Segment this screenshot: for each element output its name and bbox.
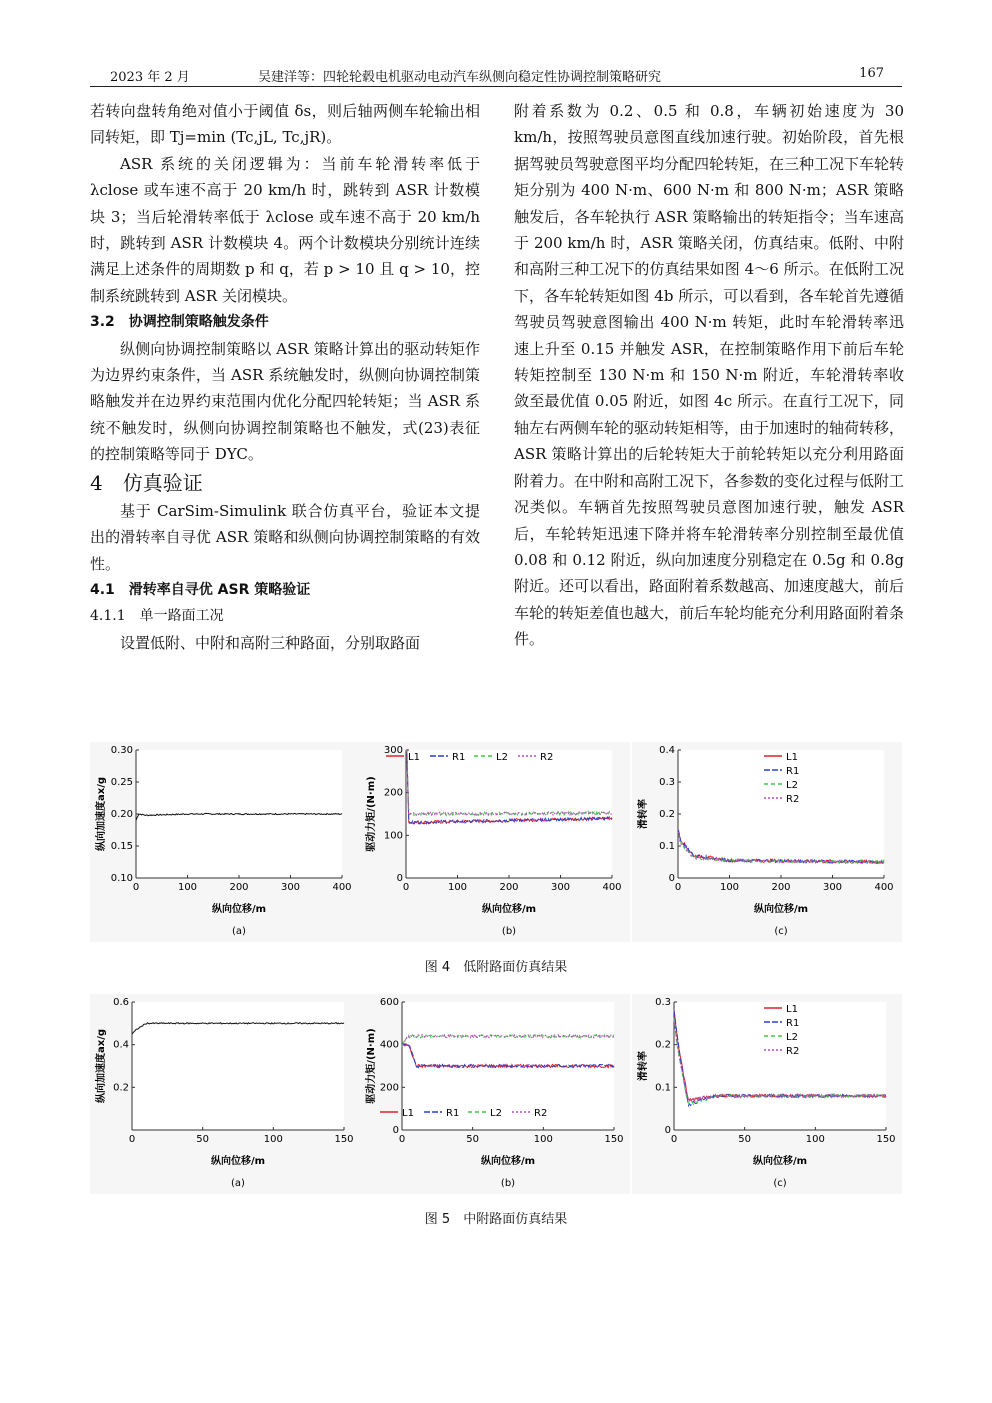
legend-label: L2: [786, 1032, 798, 1043]
x-tick-label: 0: [128, 1134, 136, 1145]
x-axis-label: 纵向位移/m: [752, 1156, 808, 1167]
x-tick-label: 300: [280, 882, 301, 893]
y-tick-label: 100: [383, 830, 403, 842]
y-tick-label: 0.2: [655, 1039, 671, 1051]
legend-label: L2: [490, 1108, 502, 1119]
y-tick-label: 0: [668, 873, 675, 884]
legend-label: L1: [786, 1004, 798, 1015]
paragraph: 若转向盘转角绝对值小于阈值 δs，则后轴两侧车轮输出相同转矩，即 Tj=min (Tc,jL, Tc,jR)。: [90, 102, 480, 147]
panel-label: (a): [231, 1178, 245, 1189]
y-tick-label: 0: [664, 1125, 671, 1136]
y-tick-label: 0.6: [113, 997, 129, 1008]
chart-5b: [360, 994, 630, 1194]
chart-5c: [632, 994, 902, 1194]
x-tick-label: 0: [132, 882, 140, 893]
x-tick-label: 0: [674, 882, 682, 893]
section-heading: 3.2 协调控制策略触发条件: [90, 314, 269, 331]
panel-label: (b): [500, 1178, 516, 1189]
y-tick-label: 0.4: [113, 1039, 129, 1051]
panel-label: (a): [232, 926, 246, 937]
y-axis-label: 滑转率: [638, 799, 649, 829]
y-tick-label: 0: [392, 1125, 399, 1136]
x-tick-label: 150: [334, 1134, 354, 1145]
legend-label: R2: [786, 1046, 800, 1057]
y-tick-label: 200: [383, 787, 403, 799]
x-tick-label: 100: [447, 882, 468, 893]
y-tick-label: 0.30: [110, 745, 133, 756]
y-tick-label: 400: [379, 1039, 399, 1051]
y-tick-label: 0.20: [110, 809, 133, 820]
chart-4a: [90, 742, 360, 942]
x-tick-label: 400: [874, 882, 894, 893]
paragraph: ASR 系统的关闭逻辑为：当前车轮滑转率低于 λclose 或车速不高于 20 km/h 时，跳转到 ASR 计数模块 3；当后轮滑转率低于 λclose 或车速不高于 20 km/h 时，跳转到 ASR 计数模块 4。两个计数模块分别统计连续满足上述条件的周期数 p 和 q，若 p > 10 且 q > 10，控制系统跳转到 ASR 关闭模块。: [90, 154, 480, 305]
y-tick-label: 0.4: [659, 745, 675, 756]
subsection-heading: 4.1 滑转率自寻优 ASR 策略验证: [90, 581, 311, 598]
left-column: [90, 98, 480, 656]
x-tick-label: 50: [196, 1134, 210, 1145]
paragraph: 设置低附、中附和高附三种路面，分别取路面: [120, 633, 421, 652]
y-tick-label: 0.1: [655, 1082, 671, 1094]
panel-label: (b): [501, 926, 517, 937]
chart-4c: [632, 742, 902, 942]
legend-label: L1: [408, 752, 420, 763]
legend-label: R1: [452, 752, 466, 763]
y-tick-label: 0.10: [110, 873, 133, 884]
x-tick-label: 400: [602, 882, 622, 893]
y-axis-label: 驱动力矩/(N·m): [366, 776, 377, 852]
subsubsection-heading: 4.1.1 单一路面工况: [90, 608, 224, 625]
legend-label: R1: [786, 1018, 800, 1029]
x-tick-label: 100: [177, 882, 198, 893]
chart-5a: [90, 994, 360, 1194]
header-title: 吴建洋等：四轮轮毂电机驱动电动汽车纵侧向稳定性协调控制策略研究: [258, 70, 662, 85]
page-header: [90, 64, 902, 87]
x-tick-label: 100: [719, 882, 740, 893]
x-tick-label: 0: [402, 882, 410, 893]
x-tick-label: 0: [670, 1134, 678, 1145]
legend-label: R1: [446, 1108, 460, 1119]
figure-5: [90, 994, 902, 1194]
right-column: [514, 98, 904, 653]
legend-label: R1: [786, 766, 800, 777]
x-axis-label: 纵向位移/m: [480, 1156, 536, 1167]
y-tick-label: 600: [379, 997, 399, 1008]
legend-label: L1: [786, 752, 798, 763]
chart-4b: [360, 742, 630, 942]
plot-area: [132, 1002, 344, 1130]
x-tick-label: 50: [466, 1134, 480, 1145]
plot-area: [674, 1002, 886, 1130]
y-axis-label: 驱动力矩/(N·m): [366, 1028, 377, 1104]
x-tick-label: 100: [263, 1134, 283, 1145]
y-tick-label: 0: [396, 873, 403, 884]
legend-label: L1: [402, 1108, 414, 1119]
x-tick-label: 400: [332, 882, 352, 893]
page-number: 167: [859, 66, 884, 81]
paragraph: 纵侧向协调控制策略以 ASR 策略计算出的驱动转矩作为边界约束条件，当 ASR 系统触发时，纵侧向协调控制策略触发并在边界约束范围内优化分配四轮转矩；当 ASR 系统不触发时，纵侧向协调控制策略也不触发，式(23)表征的控制策略等同于 DYC。: [90, 339, 480, 464]
x-axis-label: 纵向位移/m: [211, 904, 267, 915]
x-tick-label: 0: [398, 1134, 406, 1145]
x-tick-label: 300: [822, 882, 843, 893]
legend-label: R2: [786, 794, 800, 805]
y-axis-label: 纵向加速度ax/g: [96, 1028, 107, 1104]
header-date: 2023 年 2 月: [110, 70, 190, 85]
x-tick-label: 200: [771, 882, 791, 893]
y-tick-label: 200: [379, 1082, 399, 1094]
x-tick-label: 200: [229, 882, 249, 893]
x-tick-label: 150: [876, 1134, 896, 1145]
figure-4: [90, 742, 902, 942]
y-tick-label: 0.2: [659, 809, 675, 820]
figure-5-caption: 图 5 中附路面仿真结果: [424, 1212, 568, 1227]
x-tick-label: 50: [738, 1134, 752, 1145]
paragraph: 附着系数为 0.2、0.5 和 0.8，车辆初始速度为 30 km/h，按照驾驶员意图直线加速行驶。初始阶段，首先根据驾驶员驾驶意图平均分配四轮转矩，在三种工况下车轮转矩分别为 400 N·m、600 N·m 和 800 N·m；ASR 策略触发后，各车轮执行 ASR 策略输出的转矩指令；当车速高于 200 km/h 时，ASR 策略关闭，仿真结束。低附、中附和高附三种工况下的仿真结果如图 4～6 所示。在低附工况下，各车轮转矩如图 4b 所示，可以看到，各车轮首先遵循驾驶员驾驶意图输出 400 N·m 转矩，此时车轮滑转率迅速上升至 0.15 并触发 ASR，在控制策略作用下前后车轮转矩控制至 130 N·m 和 150 N·m 附近，车轮滑转率收敛至最优值 0.05 附近，如图 4c 所示。在直行工况下，同轴左右两侧车轮的驱动转矩相等，由于加速时的轴荷转移，ASR 策略计算出的后轮转矩大于前轮转矩以充分利用路面附着力。在中附和高附工况下，各参数的变化过程与低附工况类似。车辆首先按照驾驶员意图加速行驶，触发 ASR 后，车轮转矩迅速下降并将车轮滑转率分别控制至最优值 0.08 和 0.12 附近，纵向加速度分别稳定在 0.5g 和 0.8g 附近。还可以看出，路面附着系数越高、加速度越大，前后车轮的转矩差值也越大，前后车轮均能充分利用路面附着条件。: [514, 102, 905, 649]
figure-4-caption: 图 4 低附路面仿真结果: [424, 960, 568, 975]
y-axis-label: 纵向加速度ax/g: [96, 776, 107, 852]
legend-label: R2: [540, 752, 554, 763]
x-axis-label: 纵向位移/m: [210, 1156, 266, 1167]
x-axis-label: 纵向位移/m: [753, 904, 809, 915]
y-tick-label: 0.3: [659, 777, 675, 788]
y-tick-label: 0.1: [659, 841, 675, 852]
x-tick-label: 100: [533, 1134, 553, 1145]
x-tick-label: 150: [604, 1134, 624, 1145]
x-tick-label: 300: [550, 882, 571, 893]
legend-label: L2: [786, 780, 798, 791]
legend-label: L2: [496, 752, 508, 763]
y-tick-label: 0.2: [113, 1082, 129, 1094]
y-axis-label: 滑转率: [638, 1051, 649, 1081]
y-tick-label: 300: [383, 745, 403, 756]
paragraph: 基于 CarSim-Simulink 联合仿真平台，验证本文提出的滑转率自寻优 ASR 策略和纵侧向协调控制策略的有效性。: [90, 501, 480, 573]
panel-label: (c): [773, 1178, 787, 1189]
x-tick-label: 200: [499, 882, 519, 893]
section-title: 4 仿真验证: [90, 470, 203, 495]
x-axis-label: 纵向位移/m: [481, 904, 537, 915]
panel-label: (c): [774, 926, 788, 937]
y-tick-label: 0.15: [110, 841, 133, 852]
x-tick-label: 100: [805, 1134, 825, 1145]
y-tick-label: 0.25: [110, 777, 133, 788]
legend-label: R2: [534, 1108, 548, 1119]
y-tick-label: 0.3: [655, 997, 671, 1008]
